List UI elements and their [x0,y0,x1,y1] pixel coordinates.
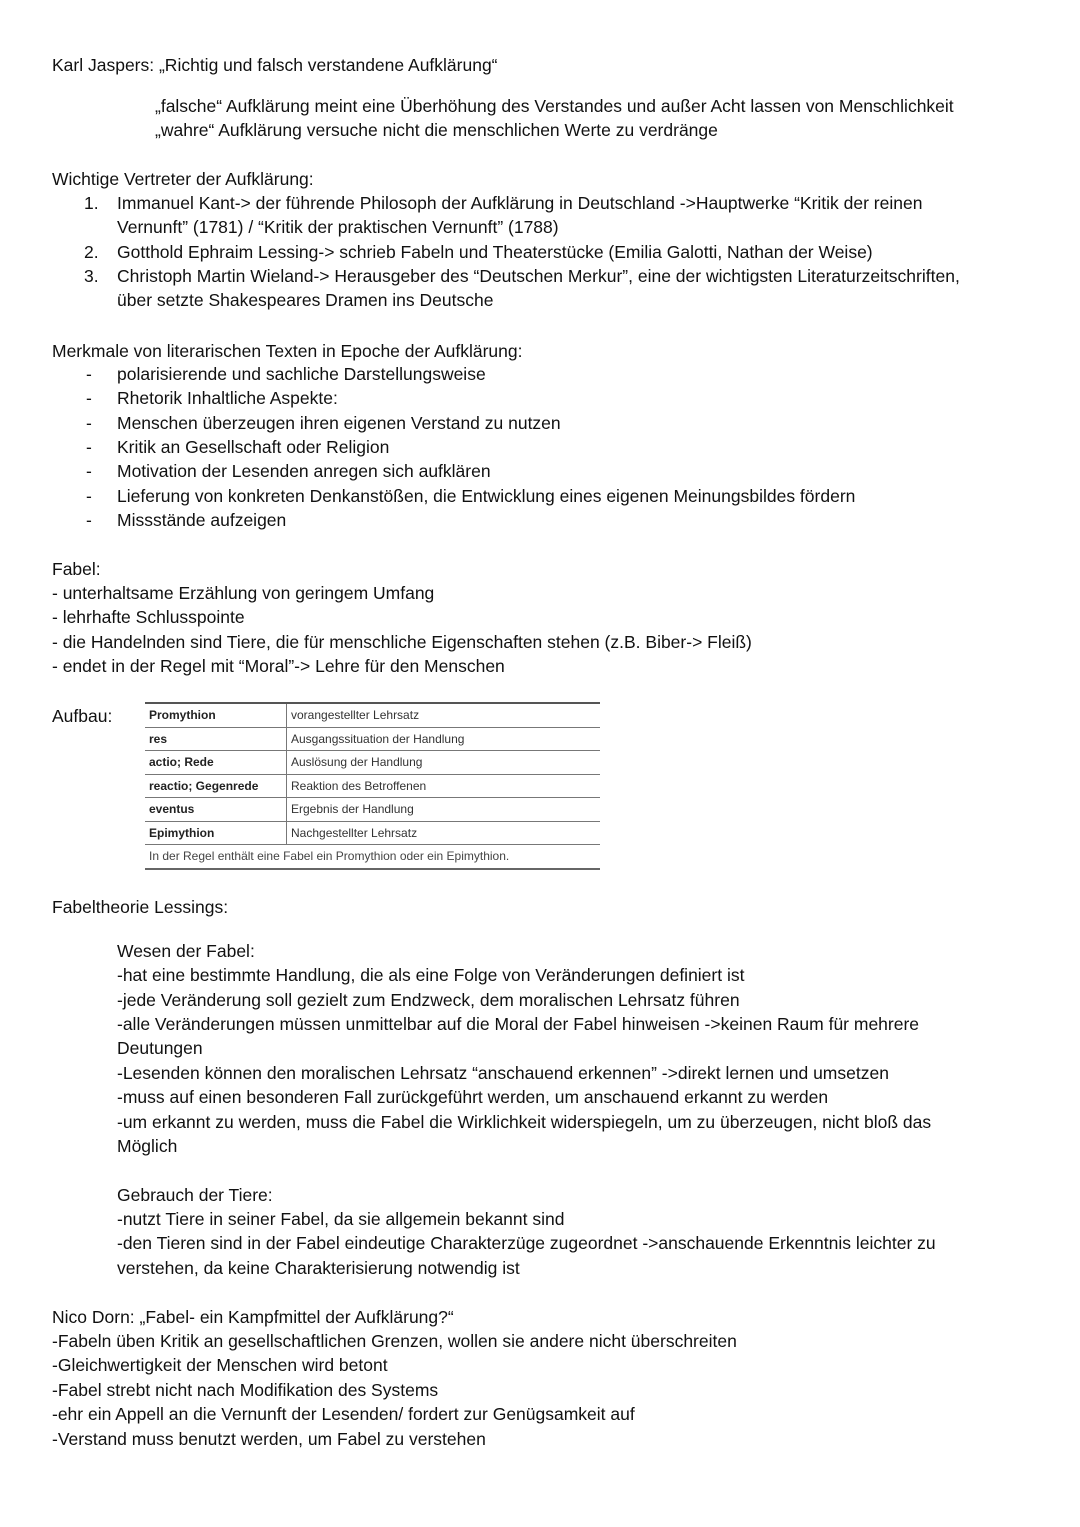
vertreter-item-2-line-1: Gotthold Ephraim Lessing-> schrieb Fabeln und Theaterstücke (Emilia Galotti, Nathan der Weise) [117,242,873,262]
vertreter-item-3-line-1: Christoph Martin Wieland-> Herausgeber des “Deutschen Merkur”, eine der wichtigsten Literaturzeitschriften, [117,266,960,286]
table-row [145,821,600,845]
aufbau-footer: In der Regel enthält eine Fabel ein Promythion oder ein Epimythion. [145,845,600,869]
fabel-item: - die Handelnden sind Tiere, die für menschliche Eigenschaften stehen (z.B. Biber-> Fleiß) [52,632,752,652]
wesen-line: -um erkannt zu werden, muss die Fabel die Wirklichkeit widerspiegeln, um zu überzeugen, nicht bloß das [117,1112,932,1132]
fabel-item: - unterhaltsame Erzählung von geringem Umfang [52,583,435,603]
merkmale-bullet: - [86,364,92,384]
aufbau-desc: Ergebnis der Handlung [287,798,601,822]
aufbau-desc: Auslösung der Handlung [287,751,601,775]
tiere-line: verstehen, da keine Charakterisierung notwendig ist [117,1258,520,1278]
table-row [145,727,600,751]
merkmale-item: Rhetorik Inhaltliche Aspekte: [117,388,338,408]
table-row [145,703,600,727]
wesen-line: Möglich [117,1136,178,1156]
vertreter-item-1-line-2: Vernunft” (1781) / “Kritik der praktischen Vernunft” (1788) [117,217,559,237]
lessing-heading: Fabeltheorie Lessings: [52,897,229,917]
merkmale-item: polarisierende und sachliche Darstellungsweise [117,364,486,384]
merkmale-bullet: - [86,413,92,433]
wesen-line: -muss auf einen besonderen Fall zurückgeführt werden, um anschauend erkannt zu werden [117,1087,829,1107]
aufbau-desc: Reaktion des Betroffenen [287,774,601,798]
merkmale-heading: Merkmale von literarischen Texten in Epoche der Aufklärung: [52,341,523,361]
vertreter-item-1-line-1: Immanuel Kant-> der führende Philosoph der Aufklärung in Deutschland ->Hauptwerke “Kritik der reinen [117,193,923,213]
aufbau-term: res [145,727,287,751]
merkmale-bullet: - [86,461,92,481]
tiere-heading: Gebrauch der Tiere: [117,1185,273,1205]
merkmale-item: Kritik an Gesellschaft oder Religion [117,437,390,457]
vertreter-item-3-line-2: über setzte Shakespeares Dramen ins Deutsche [117,290,494,310]
vertreter-number-1: 1. [84,193,99,213]
merkmale-bullet: - [86,486,92,506]
aufbau-term: reactio; Gegenrede [145,774,287,798]
table-row [145,774,600,798]
dorn-heading: Nico Dorn: „Fabel- ein Kampfmittel der Aufklärung?“ [52,1307,454,1327]
dorn-line: -Gleichwertigkeit der Menschen wird betont [52,1355,388,1375]
merkmale-item: Motivation der Lesenden anregen sich aufklären [117,461,491,481]
aufbau-desc: Ausgangssituation der Handlung [287,727,601,751]
tiere-line: -den Tieren sind in der Fabel eindeutige Charakterzüge zugeordnet ->anschauende Erkenntnis leichter zu [117,1233,936,1253]
aufbau-desc: Nachgestellter Lehrsatz [287,821,601,845]
wesen-line: -alle Veränderungen müssen unmittelbar auf die Moral der Fabel hinweisen ->keinen Raum für mehrere [117,1014,920,1034]
aufbau-label: Aufbau: [52,706,113,726]
wesen-line: -Lesenden können den moralischen Lehrsatz “anschauend erkennen” ->direkt lernen und umsetzen [117,1063,889,1083]
dorn-line: -Verstand muss benutzt werden, um Fabel zu verstehen [52,1429,486,1449]
aufbau-term: actio; Rede [145,751,287,775]
merkmale-bullet: - [86,510,92,530]
table-footer-row [145,845,600,869]
fabel-item: - lehrhafte Schlusspointe [52,607,245,627]
fabel-heading: Fabel: [52,559,101,579]
merkmale-item: Lieferung von konkreten Denkanstößen, die Entwicklung eines eigenen Meinungsbildes fördern [117,486,856,506]
fabel-item: - endet in der Regel mit “Moral”-> Lehre für den Menschen [52,656,505,676]
aufbau-desc: vorangestellter Lehrsatz [287,703,601,727]
merkmale-bullet: - [86,437,92,457]
aufbau-term: eventus [145,798,287,822]
wesen-line: -hat eine bestimmte Handlung, die als eine Folge von Veränderungen definiert ist [117,965,745,985]
wesen-line: -jede Veränderung soll gezielt zum Endzweck, dem moralischen Lehrsatz führen [117,990,740,1010]
wesen-line: Deutungen [117,1038,203,1058]
merkmale-item: Missstände aufzeigen [117,510,287,530]
table-row [145,798,600,822]
aufbau-table [145,702,600,870]
dorn-line: -ehr ein Appell an die Vernunft der Lesenden/ fordert zur Genügsamkeit auf [52,1404,635,1424]
vertreter-number-3: 3. [84,266,99,286]
dorn-line: -Fabel strebt nicht nach Modifikation des Systems [52,1380,439,1400]
tiere-line: -nutzt Tiere in seiner Fabel, da sie allgemein bekannt sind [117,1209,565,1229]
merkmale-item: Menschen überzeugen ihren eigenen Verstand zu nutzen [117,413,561,433]
jaspers-line-2: „wahre“ Aufklärung versuche nicht die menschlichen Werte zu verdränge [155,120,718,140]
aufbau-term: Promythion [145,703,287,727]
wesen-heading: Wesen der Fabel: [117,941,255,961]
vertreter-number-2: 2. [84,242,99,262]
merkmale-bullet: - [86,388,92,408]
dorn-line: -Fabeln üben Kritik an gesellschaftlichen Grenzen, wollen sie andere nicht überschreiten [52,1331,737,1351]
jaspers-line-1: „falsche“ Aufklärung meint eine Überhöhung des Verstandes und außer Acht lassen von Menschlichkeit [155,96,954,116]
vertreter-heading: Wichtige Vertreter der Aufklärung: [52,169,314,189]
jaspers-heading: Karl Jaspers: „Richtig und falsch verstandene Aufklärung“ [52,55,498,75]
table-row [145,751,600,775]
aufbau-term: Epimythion [145,821,287,845]
